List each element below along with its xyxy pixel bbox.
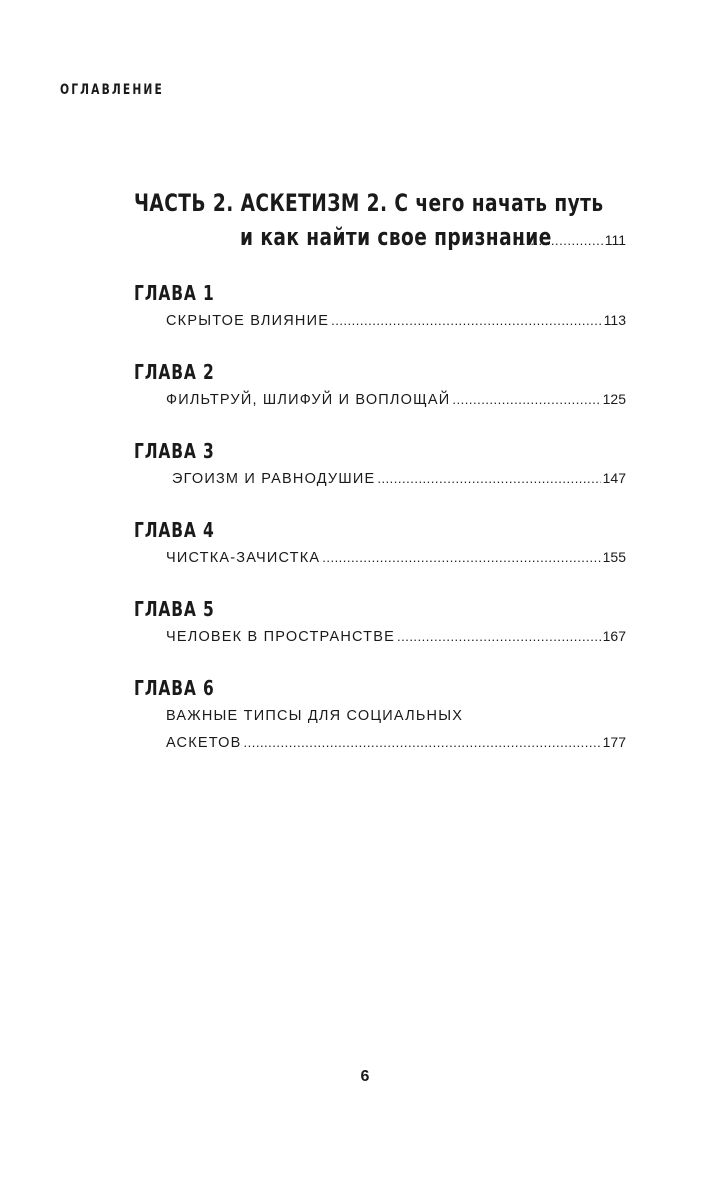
chapter-6: [134, 675, 626, 756]
chapter-heading: ГЛАВА 2: [134, 360, 215, 384]
chapter-heading: ГЛАВА 5: [134, 597, 215, 621]
chapter-heading: ГЛАВА 3: [134, 439, 215, 463]
dot-leader: [322, 546, 600, 570]
chapter-title-line2: АСКЕТОВ: [166, 735, 242, 751]
chapter-4: [134, 517, 626, 570]
chapter-heading: ГЛАВА 6: [134, 676, 215, 700]
chapter-heading: ГЛАВА 4: [134, 518, 215, 542]
dot-leader: [397, 625, 601, 649]
chapter-entry: [134, 703, 626, 756]
chapter-page-number: 167: [602, 628, 626, 644]
chapter-entry: [134, 545, 626, 570]
part-title-line2-row: [134, 220, 626, 258]
chapter-title: ЭГОИЗМ И РАВНОДУШИЕ: [172, 471, 376, 487]
chapter-title: ФИЛЬТРУЙ, ШЛИФУЙ И ВОПЛОЩАЙ: [166, 392, 451, 408]
chapter-title: ЧИСТКА-ЗАЧИСТКА: [166, 550, 321, 566]
chapter-page-number: 147: [602, 470, 626, 486]
chapter-page-number: 125: [602, 391, 626, 407]
part-title-line2: и как найти свое признание: [240, 223, 552, 251]
chapter-2: [134, 359, 626, 412]
chapter-entry: [134, 624, 626, 649]
chapter-title-line1: ВАЖНЫЕ ТИПСЫ ДЛЯ СОЦИАЛЬНЫХ: [166, 708, 464, 724]
chapter-page-number: 113: [603, 312, 626, 328]
part-page-number: 111: [604, 232, 626, 248]
part-2-entry: [134, 186, 626, 258]
chapter-page-number: 177: [602, 734, 626, 750]
chapter-1: [134, 280, 626, 333]
page-number: 6: [360, 1068, 370, 1085]
chapter-entry: [134, 466, 626, 491]
dot-leader: [377, 467, 600, 491]
chapter-page-number: 155: [602, 549, 626, 565]
chapter-title: СКРЫТОЕ ВЛИЯНИЕ: [166, 313, 330, 329]
chapter-title: ЧЕЛОВЕК В ПРОСТРАНСТВЕ: [166, 629, 395, 645]
dot-leader: [244, 730, 601, 756]
part-title-line1: ЧАСТЬ 2. АСКЕТИЗМ 2. С чего начать путь: [134, 189, 604, 217]
chapter-entry: [134, 387, 626, 412]
chapter-title-line2-row: [166, 729, 626, 756]
running-head: ОГЛАВЛЕНИЕ: [60, 82, 164, 98]
chapter-3: [134, 438, 626, 491]
chapter-entry: [134, 308, 626, 333]
dot-leader: [331, 309, 602, 333]
dot-leader: [452, 388, 600, 412]
chapter-5: [134, 596, 626, 649]
chapter-heading: ГЛАВА 1: [134, 281, 215, 305]
